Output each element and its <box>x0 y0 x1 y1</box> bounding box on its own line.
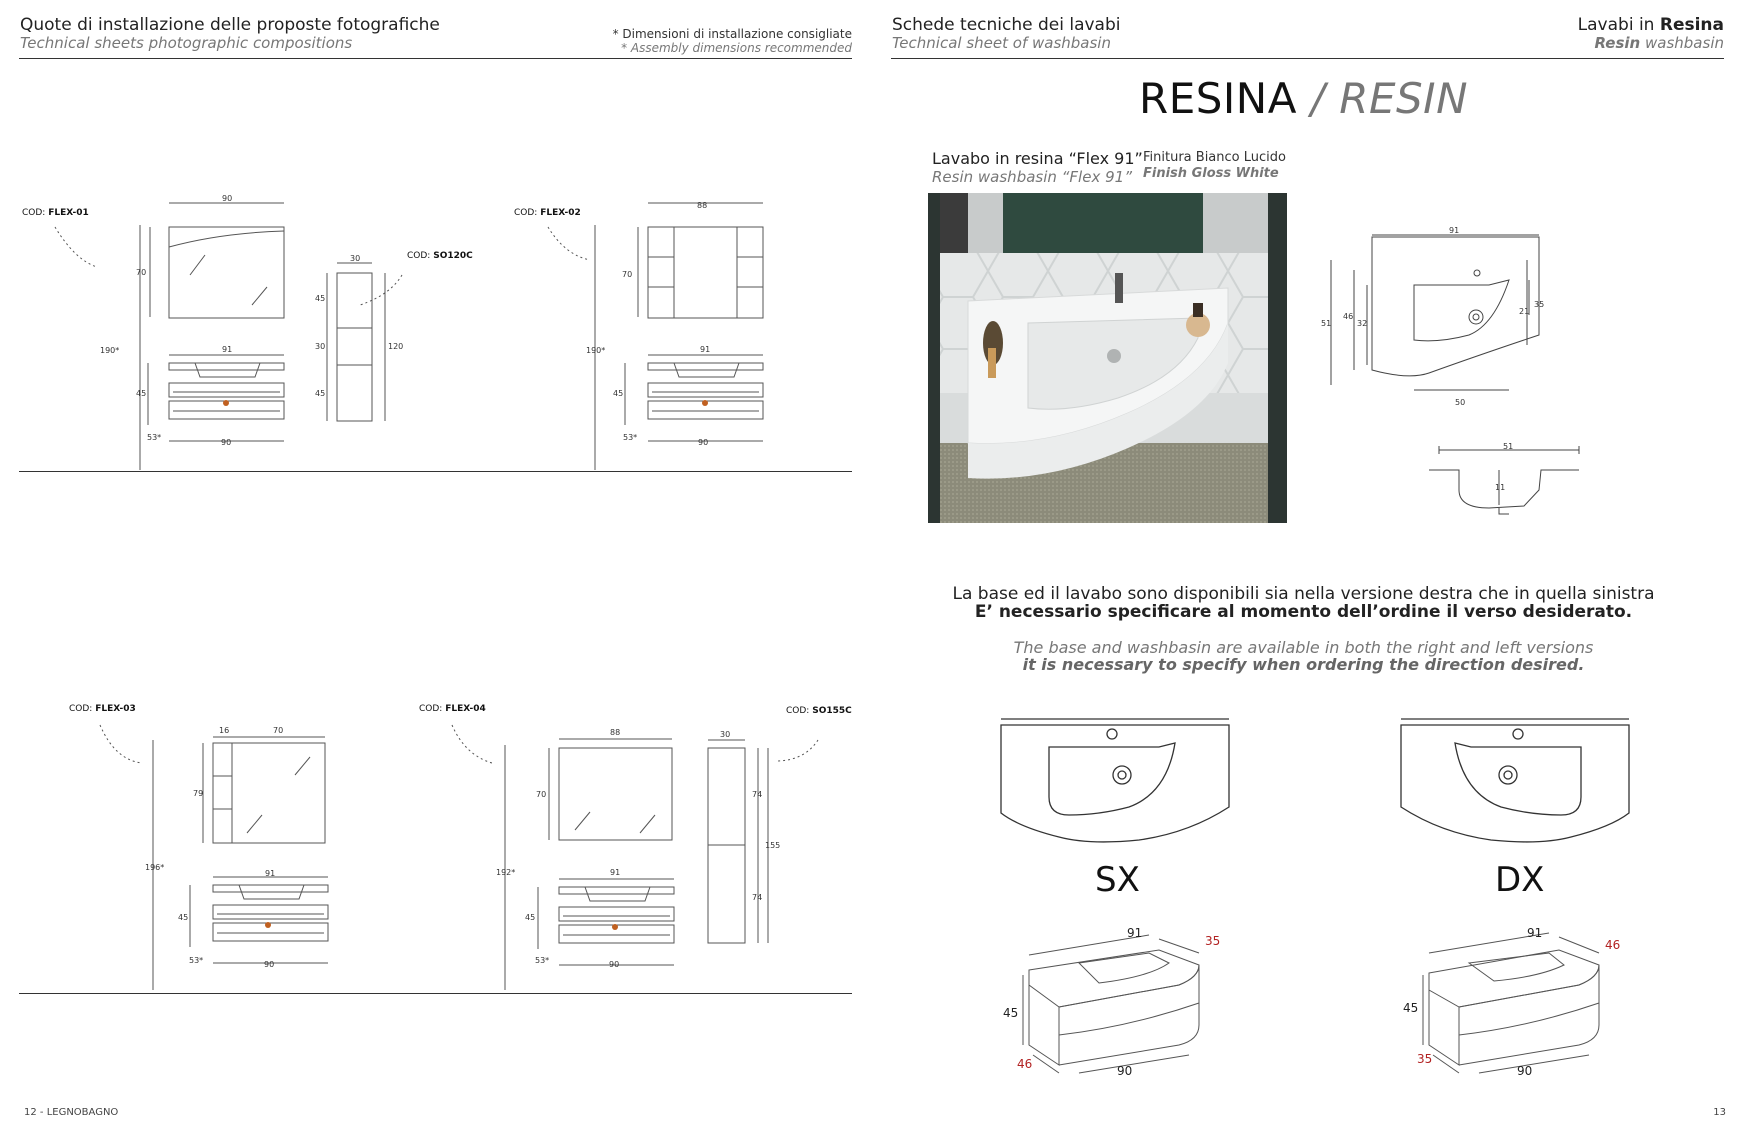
dim-text: 45 <box>525 913 536 922</box>
dim-text: 45 <box>613 389 624 398</box>
mirror-flex-04 <box>559 748 672 840</box>
dim-text: 90 <box>1117 1064 1133 1078</box>
dim-text: 70 <box>136 268 147 277</box>
finish-it: Finitura Bianco Lucido <box>1143 150 1286 165</box>
dim-text: 45 <box>1003 1006 1019 1020</box>
drawer-1 <box>169 383 284 397</box>
product-name-it: Lavabo in resina “Flex 91” <box>932 149 1143 168</box>
left-header-subtitle: Technical sheets photographic compositions <box>20 34 353 52</box>
dim-text: 16 <box>219 726 230 735</box>
right-header-title: Schede tecniche dei lavabi <box>892 15 1121 35</box>
dim-text: 70 <box>622 270 633 279</box>
dim-text: 45 <box>1403 1001 1419 1015</box>
description-en-line2: it is necessary to specify when ordering the direction desired. <box>1022 655 1585 674</box>
dim-text: 45 <box>315 294 326 303</box>
sx-top-view <box>999 715 1239 850</box>
dim-text: 90 <box>221 438 232 447</box>
dim-text: 190* <box>586 346 606 355</box>
cod-flex-01: COD: FLEX-01 <box>22 208 89 218</box>
right-footer: 13 <box>1713 1107 1726 1118</box>
product-photo <box>928 193 1287 523</box>
door-swing-arc <box>55 227 97 267</box>
dim-text: 30 <box>350 254 361 263</box>
product-name-en: Resin washbasin “Flex 91” <box>932 168 1132 186</box>
dim-text: 91 <box>265 869 276 878</box>
label-sx: SX <box>1095 860 1140 900</box>
dim-text: 91 <box>1527 926 1543 940</box>
description-it-line1: La base ed il lavabo sono disponibili sia nella versione destra che in quella sinistra <box>952 584 1655 604</box>
cod-flex-02: COD: FLEX-02 <box>514 208 581 218</box>
column-so120c <box>337 273 372 421</box>
dim-text: 53* <box>189 956 204 965</box>
mirror-flex-03 <box>232 743 325 843</box>
dim-text: 30 <box>720 730 731 739</box>
dim-text: 88 <box>697 201 708 210</box>
row2-drawings <box>0 715 869 995</box>
sx-isometric-view <box>999 915 1239 1080</box>
finish-en: Finish Gloss White <box>1143 166 1279 181</box>
cod-so120c: COD: SO120C <box>407 251 473 261</box>
right-page <box>869 0 1738 1122</box>
dim-text: 196* <box>145 863 165 872</box>
floor-line-1 <box>19 471 852 472</box>
dim-text: 11 <box>1495 483 1506 492</box>
dim-text: 190* <box>100 346 120 355</box>
floor-line-2 <box>19 993 852 994</box>
cod-flex-03: COD: FLEX-03 <box>69 704 136 714</box>
dim-text: 53* <box>147 433 162 442</box>
dim-text: 90 <box>264 960 275 969</box>
left-header-note-it: * Dimensioni di installazione consigliate <box>612 27 852 41</box>
main-title: RESINA / RESIN <box>1139 74 1468 123</box>
dim-text: 51 <box>1321 319 1332 328</box>
dim-text: 35 <box>1534 300 1545 309</box>
top-flex-01 <box>169 363 284 370</box>
dim-text: 74 <box>752 790 763 799</box>
dim-text-red: 35 <box>1205 934 1221 948</box>
dim-text: 30 <box>315 342 326 351</box>
cod-flex-04: COD: FLEX-04 <box>419 704 486 714</box>
dim-text-red: 46 <box>1017 1057 1033 1071</box>
dim-text-red: 46 <box>1605 938 1621 952</box>
dim-text: 91 <box>1449 226 1460 235</box>
right-header-subtitle: Technical sheet of washbasin <box>892 34 1111 52</box>
right-header-category: Lavabi in Resina <box>1577 15 1724 35</box>
dim-text: 70 <box>273 726 284 735</box>
description-en-line1: The base and washbasin are available in both the right and left versions <box>1013 638 1594 657</box>
dim-text: 53* <box>623 433 638 442</box>
row1-drawings <box>0 195 869 475</box>
dim-text: 90 <box>1517 1064 1533 1078</box>
dim-text: 90 <box>698 438 709 447</box>
dim-text: 53* <box>535 956 550 965</box>
dim-text: 91 <box>1127 926 1143 940</box>
dim-text: 91 <box>700 345 711 354</box>
cabinet-flex-02 <box>648 227 763 318</box>
dim-text: 45 <box>178 913 189 922</box>
dim-text: 45 <box>315 389 326 398</box>
dim-text: 46 <box>1343 312 1354 321</box>
dim-text: 120 <box>388 342 404 351</box>
left-header-rule <box>19 58 852 59</box>
dim-text: 74 <box>752 893 763 902</box>
left-header-title: Quote di installazione delle proposte fotografiche <box>20 15 440 35</box>
dim-text: 91 <box>222 345 233 354</box>
dim-text: 192* <box>496 868 516 877</box>
dx-top-view <box>1399 715 1639 850</box>
right-header-category-en: Resin washbasin <box>1594 34 1724 52</box>
dim-text: 155 <box>765 841 781 850</box>
dx-isometric-view <box>1399 915 1639 1080</box>
dim-text: 90 <box>222 195 233 203</box>
dim-text: 50 <box>1455 398 1466 405</box>
cod-so155c: COD: SO155C <box>786 706 852 716</box>
description-it-line2: E’ necessario specificare al momento dell’ordine il verso desiderato. <box>974 602 1633 622</box>
label-dx: DX <box>1495 860 1545 900</box>
dim-text: 51 <box>1503 442 1514 451</box>
dim-text: 21 <box>1519 307 1530 316</box>
dim-text: 91 <box>610 868 621 877</box>
dim-text: 88 <box>610 728 621 737</box>
washbasin-section-view <box>1429 440 1589 520</box>
dim-text-red: 35 <box>1417 1052 1433 1066</box>
dim-text: 45 <box>136 389 147 398</box>
left-footer: 12 - LEGNOBAGNO <box>24 1107 119 1118</box>
dim-text: 70 <box>536 790 547 799</box>
dim-text: 79 <box>193 789 204 798</box>
washbasin-top-view <box>1319 225 1549 405</box>
mirror-flex-01 <box>169 227 284 318</box>
dim-text: 90 <box>609 960 620 969</box>
right-header-rule <box>891 58 1724 59</box>
left-header-note-en: * Assembly dimensions recommended <box>621 41 852 55</box>
dim-text: 32 <box>1357 319 1368 328</box>
